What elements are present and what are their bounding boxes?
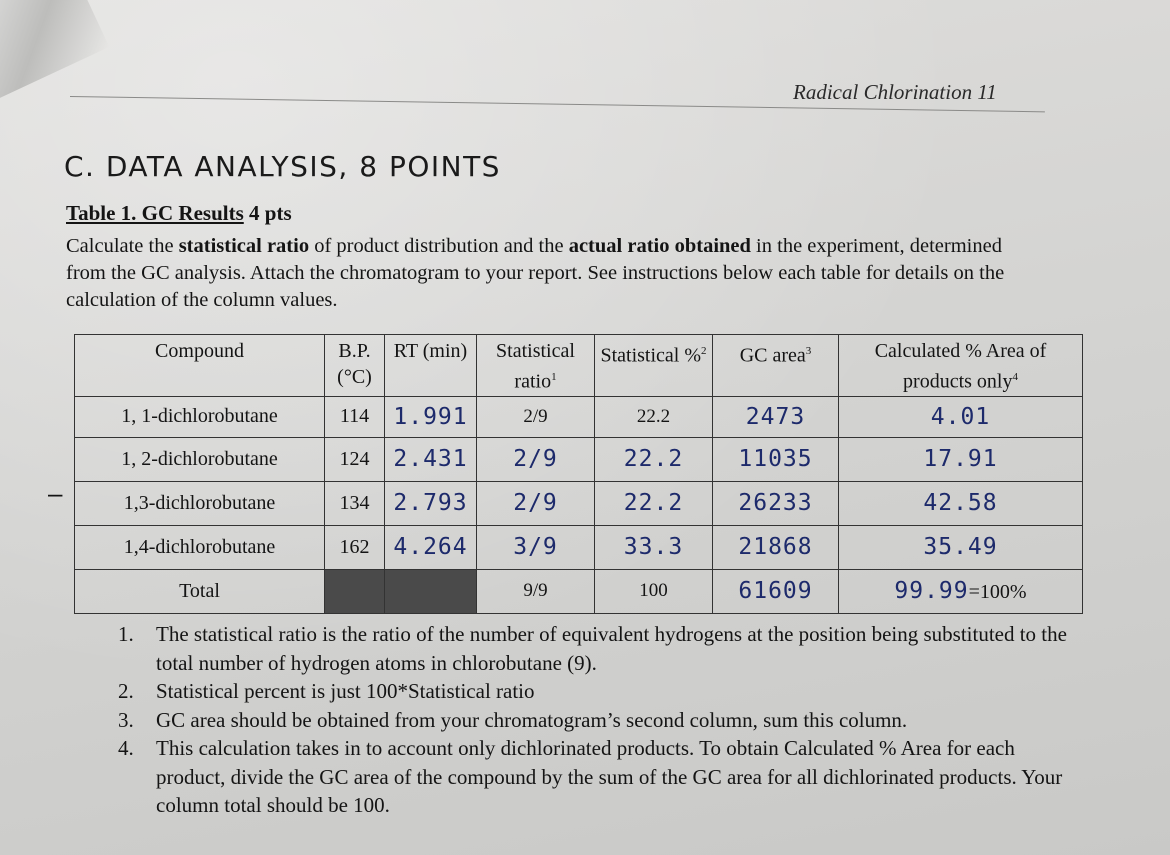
total-calc-area-printed: =100% [968,581,1027,604]
header-calc-area-label: Calculated % Area of products only [874,340,1047,393]
page-corner-shadow [0,0,109,102]
cell-stat-pct: 22.2 [595,437,713,481]
cell-bp: 162 [325,525,385,569]
cell-compound: 1, 1-dichlorobutane [75,396,325,437]
cell-stat-pct: 22.2 [595,481,713,525]
table-row [75,481,1083,525]
header-rt: RT (min) [385,335,477,397]
cell-stat-pct: 22.2 [595,396,713,437]
cell-gc-area: 21868 [713,525,839,569]
table-title-points: 4 pts [243,201,292,225]
intro-text-1: Calculate the [66,235,179,257]
cell-rt: 1.991 [385,396,477,437]
cell-compound: 1,4-dichlorobutane [75,525,325,569]
cell-total-stat-pct: 100 [595,569,713,613]
cell-compound: 1,3-dichlorobutane [75,481,325,525]
cell-stat-ratio: 3/9 [477,525,595,569]
cell-total-gc-area: 61609 [713,569,839,613]
margin-mark: – [48,478,63,508]
footnote-item [118,677,1078,706]
gc-results-table [74,334,1083,614]
footnote-item [118,734,1078,820]
footnote-number: 3. [118,707,134,732]
footnote-text: The statistical ratio is the ratio of the number of equivalent hydrogens at the position being substituted to the total number of hydrogen atoms in chlorobutane (9). [156,622,1067,675]
cell-bp: 124 [325,437,385,481]
cell-calc-area: 17.91 [839,437,1083,481]
cell-bp: 114 [325,396,385,437]
cell-rt: 4.264 [385,525,477,569]
footnote-number: 4. [118,736,134,760]
cell-gc-area: 2473 [713,396,839,437]
cell-shaded [385,569,477,613]
cell-stat-ratio: 2/9 [477,437,595,481]
cell-total-label: Total [75,569,325,613]
header-bp: B.P. (°C) [325,335,385,397]
cell-stat-pct: 33.3 [595,525,713,569]
header-stat-pct-label: Statistical % [600,344,702,367]
table-row [75,396,1083,437]
cell-compound: 1, 2-dichlorobutane [75,437,325,481]
cell-bp: 134 [325,481,385,525]
header-stat-ratio [477,335,595,397]
cell-rt: 2.793 [385,481,477,525]
header-gc-area [713,335,839,397]
header-gc-area-label: GC area [739,344,806,367]
header-stat-pct [595,335,713,397]
table-total-row [75,569,1083,613]
header-calc-area-footnote: 4 [1012,371,1018,383]
cell-rt: 2.431 [385,437,477,481]
cell-shaded [325,569,385,613]
intro-bold-statistical-ratio: statistical ratio [178,235,310,257]
footnote-text: This calculation takes in to account only dichlorinated products. To obtain Calculated % Area for each product, divide the GC area of the compound by the sum of the GC area for all dichlorinated products. Your column total should be 100. [156,736,1063,817]
cell-total-calc-area [839,569,1083,613]
total-calc-area-handwritten: 99.99 [894,578,969,605]
cell-calc-area: 42.58 [839,481,1083,525]
cell-gc-area: 11035 [713,437,839,481]
table-title [66,201,292,226]
table-title-label: Table 1. GC Results [66,201,244,225]
footnote-number: 2. [118,679,134,703]
cell-calc-area: 4.01 [839,396,1083,437]
header-stat-ratio-label: Statistical ratio [496,340,575,393]
running-head: Radical Chlorination 11 [793,80,997,104]
header-calc-area [839,335,1083,397]
section-title: C. DATA ANALYSIS, 8 POINTS [64,150,501,183]
intro-text-3: in the experiment, determined from the GC analysis. Attach the chromatogram to your report. See instructions below each table for details on the calculation of the column values. [66,235,1005,311]
intro-text-2: of product distribution and the [309,235,569,257]
cell-calc-area: 35.49 [839,525,1083,569]
cell-total-stat-ratio: 9/9 [477,569,595,613]
table-header-row [75,335,1083,397]
cell-gc-area: 26233 [713,481,839,525]
header-stat-ratio-footnote: 1 [551,371,557,383]
intro-bold-actual-ratio: actual ratio obtained [568,235,751,257]
table-row [75,525,1083,569]
footnote-item [118,706,1078,735]
cell-stat-ratio: 2/9 [477,481,595,525]
footnote-text: GC area should be obtained from your chromatogram’s second column, sum this column. [156,707,908,732]
header-stat-pct-footnote: 2 [701,345,707,357]
cell-stat-ratio: 2/9 [477,396,595,437]
footnote-item [118,620,1078,677]
header-gc-area-footnote: 3 [805,345,812,357]
table-row [75,437,1083,481]
footnotes-list [118,620,1078,820]
footnote-text: Statistical percent is just 100*Statistical ratio [156,679,535,703]
intro-paragraph [66,233,1026,314]
header-compound: Compound [75,335,325,397]
footnote-number: 1. [118,622,134,646]
